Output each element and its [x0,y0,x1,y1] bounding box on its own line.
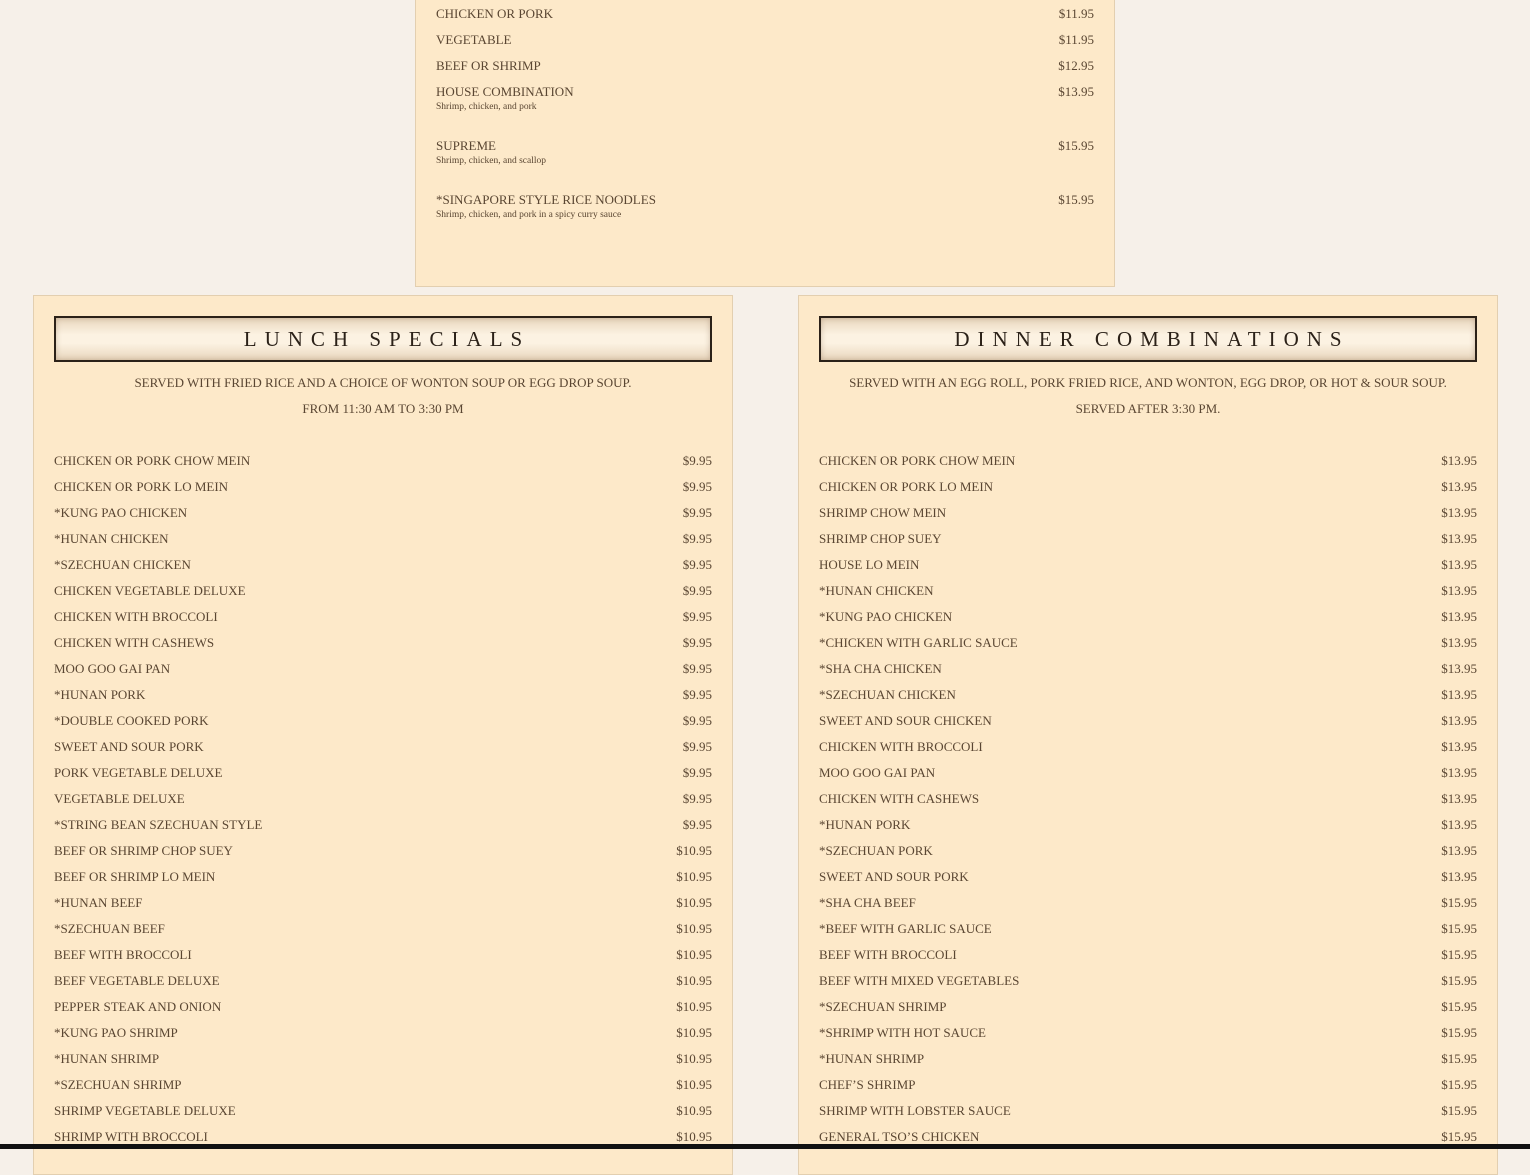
menu-item-name: *SZECHUAN SHRIMP [54,1077,182,1092]
menu-item [54,812,712,838]
menu-item-name: *SZECHUAN SHRIMP [819,999,947,1014]
menu-item [54,968,712,994]
menu-item [819,448,1477,474]
menu-item-price: $9.95 [682,609,712,624]
lunch-note-served-with: SERVED WITH FRIED RICE AND A CHOICE OF WONTON SOUP OR EGG DROP SOUP. [134,375,632,390]
menu-item-price: $9.95 [682,765,712,780]
dinner-note-served-with: SERVED WITH AN EGG ROLL, PORK FRIED RICE, AND WONTON, EGG DROP, OR HOT & SOUR SOUP. [849,375,1447,390]
menu-item-price: $10.95 [676,1077,712,1092]
lunch-specials-panel [33,295,733,1175]
menu-item-price: $13.95 [1441,843,1477,858]
menu-item-price: $15.95 [1441,1051,1477,1066]
menu-item-name: BEEF WITH MIXED VEGETABLES [819,973,1020,988]
menu-item [819,656,1477,682]
menu-item [819,604,1477,630]
menu-item [54,1046,712,1072]
menu-item-name: CHICKEN OR PORK LO MEIN [54,479,229,494]
menu-item [54,760,712,786]
menu-item [819,1072,1477,1098]
menu-item-price: $9.95 [682,557,712,572]
menu-item-price: $13.95 [1441,505,1477,520]
menu-item [54,1020,712,1046]
menu-item-name: *HUNAN PORK [819,817,911,832]
menu-item [54,838,712,864]
menu-item [54,500,712,526]
menu-item-name: BEEF OR SHRIMP CHOP SUEY [54,843,233,858]
menu-item-name: BEEF WITH BROCCOLI [819,947,957,962]
menu-item-name: *SHA CHA CHICKEN [819,661,942,676]
menu-item [819,630,1477,656]
menu-item [819,682,1477,708]
menu-item-price: $10.95 [676,1025,712,1040]
menu-item [819,526,1477,552]
menu-item [436,79,1094,133]
menu-item-name: CHICKEN VEGETABLE DELUXE [54,583,246,598]
menu-item-name: *KUNG PAO SHRIMP [54,1025,178,1040]
lunch-items-list [54,448,712,1150]
menu-item-price: $13.95 [1441,687,1477,702]
dinner-combinations-header [819,316,1477,362]
menu-item-price: $15.95 [1058,192,1094,207]
menu-item-name: *SZECHUAN BEEF [54,921,165,936]
menu-item-name: *KUNG PAO CHICKEN [54,505,188,520]
menu-item [54,578,712,604]
menu-item-price: $10.95 [676,869,712,884]
menu-item [54,448,712,474]
menu-item [819,474,1477,500]
menu-item [54,552,712,578]
menu-item-price: $13.95 [1441,479,1477,494]
menu-item-price: $15.95 [1441,895,1477,910]
menu-item [819,552,1477,578]
menu-item [54,682,712,708]
menu-item-name: PEPPER STEAK AND ONION [54,999,222,1014]
menu-item-price: $11.95 [1058,32,1094,47]
menu-item-name: CHICKEN OR PORK CHOW MEIN [819,453,1016,468]
menu-item-price: $9.95 [682,713,712,728]
menu-item-name: CHICKEN OR PORK LO MEIN [819,479,994,494]
menu-item-name: *SINGAPORE STYLE RICE NOODLES [436,192,656,207]
menu-item [54,994,712,1020]
menu-item [54,1072,712,1098]
menu-item-price: $15.95 [1441,947,1477,962]
menu-item-price: $9.95 [682,583,712,598]
menu-item-name: *SZECHUAN PORK [819,843,933,858]
menu-item-price: $9.95 [682,739,712,754]
menu-item-name: VEGETABLE DELUXE [54,791,185,806]
menu-item-price: $11.95 [1058,6,1094,21]
lunch-specials-title: LUNCH SPECIALS [243,326,531,351]
menu-item [436,53,1094,79]
menu-item-price: $10.95 [676,1051,712,1066]
menu-item-name: CHICKEN WITH CASHEWS [54,635,215,650]
menu-item-price: $13.95 [1058,84,1094,99]
menu-item-price: $13.95 [1441,713,1477,728]
menu-item-price: $9.95 [682,479,712,494]
menu-item [819,1020,1477,1046]
menu-item-name: SHRIMP VEGETABLE DELUXE [54,1103,236,1118]
menu-item-price: $10.95 [676,1103,712,1118]
menu-item-name: SWEET AND SOUR PORK [54,739,204,754]
dinner-items-list [819,448,1477,1150]
menu-item-name: *BEEF WITH GARLIC SAUCE [819,921,992,936]
menu-item-price: $13.95 [1441,739,1477,754]
menu-item-name: PORK VEGETABLE DELUXE [54,765,223,780]
menu-item-name: SWEET AND SOUR CHICKEN [819,713,992,728]
menu-item [54,734,712,760]
menu-item [819,734,1477,760]
menu-item-price: $10.95 [676,1129,712,1144]
menu-item-row [436,27,1094,53]
menu-item [436,133,1094,187]
menu-item [819,994,1477,1020]
menu-item-name: *HUNAN SHRIMP [819,1051,925,1066]
menu-item-name: SWEET AND SOUR PORK [819,869,969,884]
menu-item [819,786,1477,812]
menu-item [819,708,1477,734]
menu-item [436,27,1094,53]
menu-item-description: Shrimp, chicken, and pork in a spicy curry sauce [436,210,622,220]
menu-item-name: CHICKEN OR PORK CHOW MEIN [54,453,251,468]
menu-item-price: $13.95 [1441,661,1477,676]
menu-item [54,942,712,968]
menu-item-name: CHEF’S SHRIMP [819,1077,916,1092]
menu-item-price: $15.95 [1441,973,1477,988]
menu-item-price: $9.95 [682,817,712,832]
menu-item-price: $13.95 [1441,453,1477,468]
menu-item-description: Shrimp, chicken, and pork [436,102,537,112]
menu-item-price: $15.95 [1441,1077,1477,1092]
menu-item [54,526,712,552]
menu-item-name: *HUNAN SHRIMP [54,1051,160,1066]
menu-item-price: $10.95 [676,947,712,962]
menu-item-name: MOO GOO GAI PAN [54,661,171,676]
menu-item-name: SHRIMP WITH BROCCOLI [54,1129,208,1144]
menu-item-price: $13.95 [1441,583,1477,598]
menu-item-price: $13.95 [1441,869,1477,884]
menu-item-name: MOO GOO GAI PAN [819,765,936,780]
menu-item-name: HOUSE LO MEIN [819,557,920,572]
menu-item-name: *SZECHUAN CHICKEN [54,557,191,572]
menu-item-name: *SZECHUAN CHICKEN [819,687,956,702]
menu-item-price: $15.95 [1441,1025,1477,1040]
menu-item-price: $9.95 [682,505,712,520]
menu-item [819,968,1477,994]
bottom-edge-bar [0,1144,1530,1149]
menu-item-price: $10.95 [676,895,712,910]
menu-item-name: BEEF OR SHRIMP [436,58,541,73]
menu-item-price: $12.95 [1058,58,1094,73]
menu-item-name: *CHICKEN WITH GARLIC SAUCE [819,635,1018,650]
menu-item [819,578,1477,604]
lunch-note-hours: FROM 11:30 AM TO 3:30 PM [302,401,464,416]
menu-item-price: $10.95 [676,973,712,988]
menu-item-name: *STRING BEAN SZECHUAN STYLE [54,817,263,832]
menu-item [819,864,1477,890]
menu-item [54,916,712,942]
menu-item [54,630,712,656]
menu-item [54,890,712,916]
menu-item-price: $9.95 [682,635,712,650]
menu-item-price: $10.95 [676,921,712,936]
menu-item-name: SHRIMP WITH LOBSTER SAUCE [819,1103,1011,1118]
menu-item [819,500,1477,526]
menu-item-price: $15.95 [1441,921,1477,936]
menu-item-name: *DOUBLE COOKED PORK [54,713,209,728]
menu-item-price: $9.95 [682,531,712,546]
menu-item [54,656,712,682]
menu-item-name: *SHRIMP WITH HOT SAUCE [819,1025,986,1040]
menu-item-price: $13.95 [1441,765,1477,780]
menu-item [54,1098,712,1124]
top-items-list [436,1,1094,241]
menu-item [819,942,1477,968]
menu-item [819,1098,1477,1124]
menu-item-name: SHRIMP CHOW MEIN [819,505,947,520]
menu-item-price: $10.95 [676,999,712,1014]
menu-item-name: BEEF VEGETABLE DELUXE [54,973,220,988]
menu-item-name: CHICKEN WITH BROCCOLI [54,609,218,624]
menu-item-price: $15.95 [1058,138,1094,153]
menu-item-name: *SHA CHA BEEF [819,895,916,910]
menu-item-price: $13.95 [1441,817,1477,832]
menu-item-name: *HUNAN BEEF [54,895,143,910]
menu-item-price: $13.95 [1441,635,1477,650]
menu-item-row [436,53,1094,79]
menu-item-name: VEGETABLE [436,32,512,47]
dinner-combinations-title: DINNER COMBINATIONS [954,326,1350,351]
menu-item-price: $15.95 [1441,1129,1477,1144]
dinner-note-hours: SERVED AFTER 3:30 PM. [1075,401,1221,416]
menu-item-row [436,1,1094,27]
menu-item-name: HOUSE COMBINATION [436,84,574,99]
menu-item [819,760,1477,786]
menu-item-name: *HUNAN PORK [54,687,146,702]
menu-item-price: $9.95 [682,661,712,676]
menu-item [54,864,712,890]
menu-item-name: BEEF OR SHRIMP LO MEIN [54,869,216,884]
menu-item [819,916,1477,942]
menu-item-name: SHRIMP CHOP SUEY [819,531,942,546]
menu-item-name: BEEF WITH BROCCOLI [54,947,192,962]
menu-item [54,708,712,734]
menu-item [819,812,1477,838]
menu-item [819,838,1477,864]
menu-item-name: GENERAL TSO’S CHICKEN [819,1129,980,1144]
menu-item-price: $13.95 [1441,531,1477,546]
menu-item-name: *HUNAN CHICKEN [819,583,934,598]
menu-item-name: CHICKEN OR PORK [436,6,554,21]
menu-item-price: $10.95 [676,843,712,858]
menu-item [54,474,712,500]
menu-item-price: $13.95 [1441,609,1477,624]
menu-item-name: CHICKEN WITH CASHEWS [819,791,980,806]
menu-item [54,604,712,630]
menu-item-name: *HUNAN CHICKEN [54,531,169,546]
lunch-specials-header [54,316,712,362]
menu-item-price: $9.95 [682,687,712,702]
menu-item-price: $13.95 [1441,791,1477,806]
menu-item-price: $15.95 [1441,1103,1477,1118]
menu-item-price: $13.95 [1441,557,1477,572]
menu-item [819,890,1477,916]
menu-item [436,1,1094,27]
menu-item [819,1046,1477,1072]
menu-item-name: *KUNG PAO CHICKEN [819,609,953,624]
menu-item-name: CHICKEN WITH BROCCOLI [819,739,983,754]
menu-item-price: $15.95 [1441,999,1477,1014]
top-menu-panel [415,0,1115,287]
menu-item-name: SUPREME [436,138,496,153]
menu-item-price: $9.95 [682,453,712,468]
menu-item [436,187,1094,241]
dinner-combinations-panel [798,295,1498,1175]
menu-item-price: $9.95 [682,791,712,806]
menu-item [54,786,712,812]
menu-item-description: Shrimp, chicken, and scallop [436,156,547,166]
